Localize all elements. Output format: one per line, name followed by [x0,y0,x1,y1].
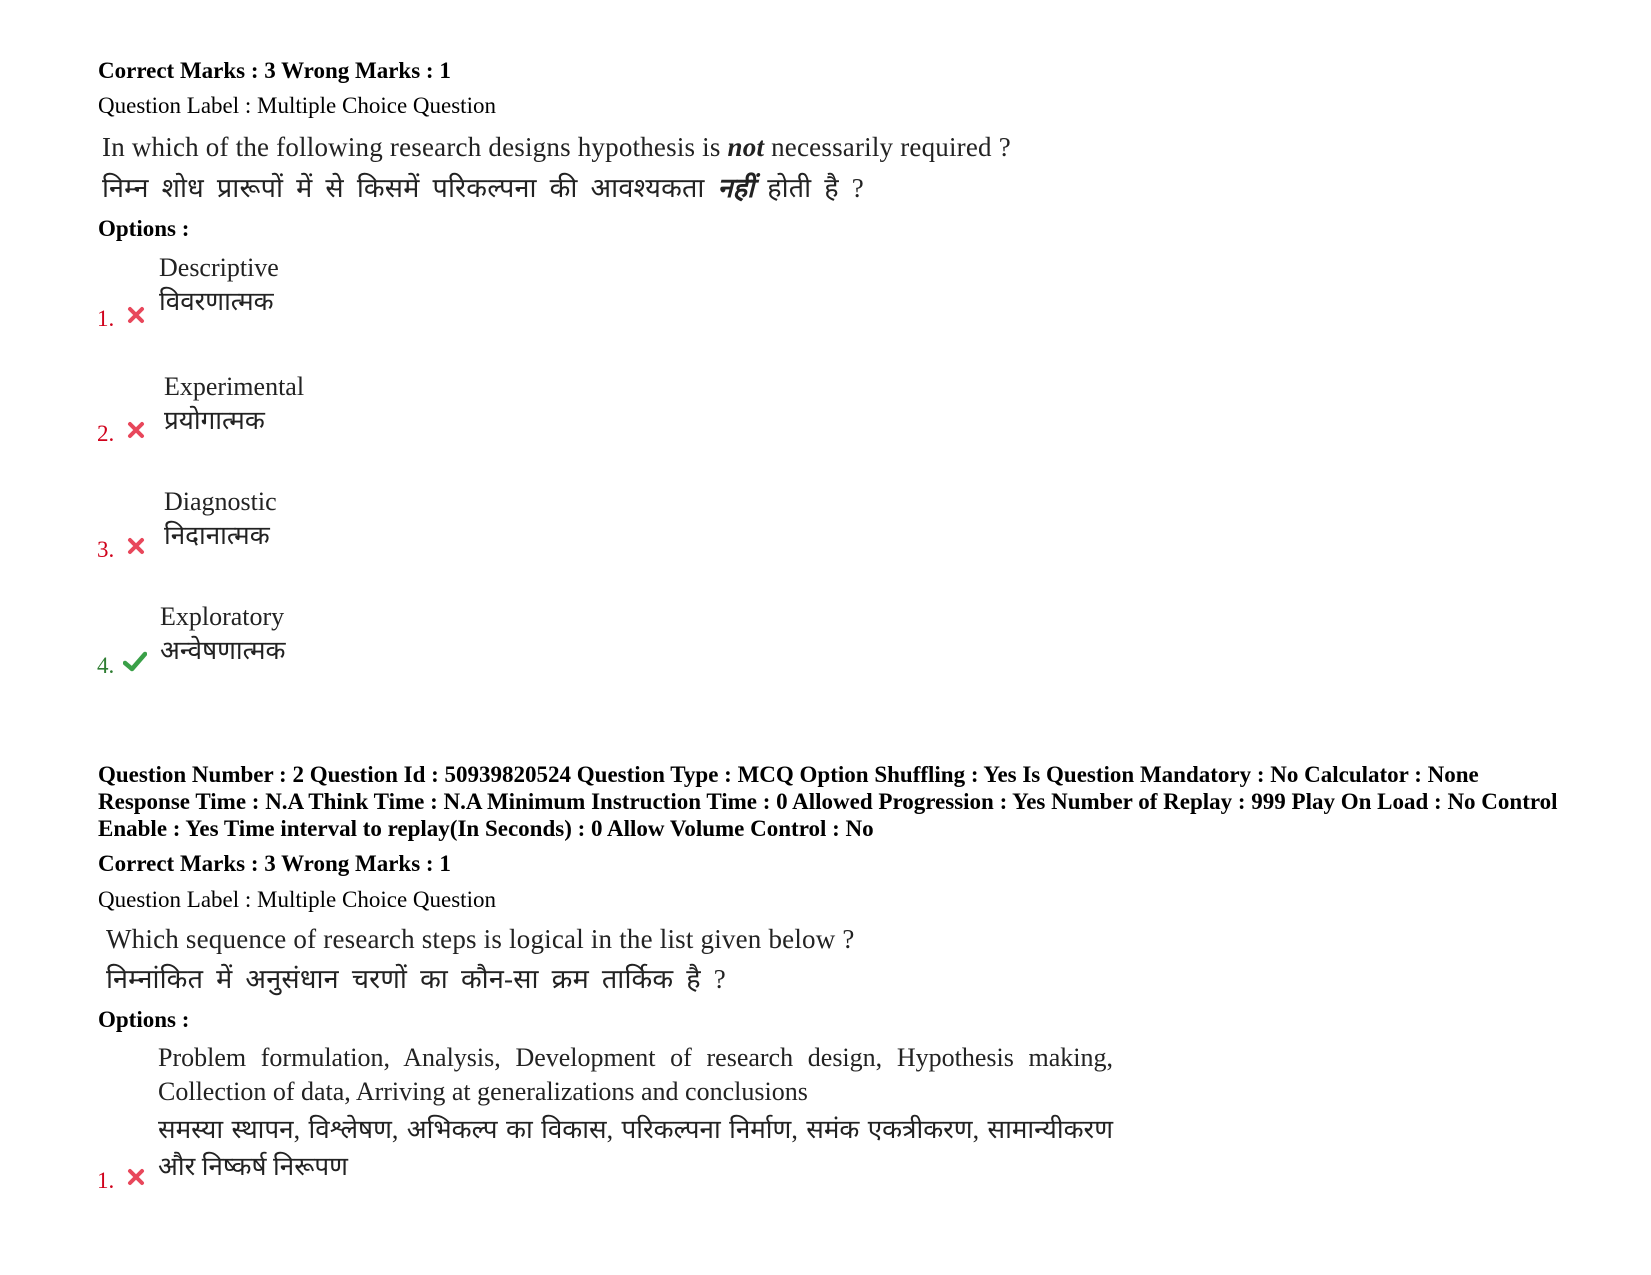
q1-option-3-en: Diagnostic [164,487,277,516]
q1-option-4-en: Exploratory [160,602,285,631]
q2-option-1-number: 1. [97,1168,115,1193]
q2-question-en: Which sequence of research steps is logical in the list given below ? [106,924,855,954]
q1-option-2-hi: प्रयोगात्मक [164,406,265,435]
q1-question-hi-part1: निम्न शोध प्रारूपों में से किसमें परिकल्पना की आवश्यकता [102,173,718,203]
q1-question-en-part1: In which of the following research designs hypothesis is [102,132,728,162]
q1-question-hi-part2: होती है ? [754,173,864,203]
q1-option-3-number: 3. [97,537,115,562]
q1-question-en [102,132,1011,163]
q1-option-2-text [164,370,304,438]
cross-icon [126,1167,146,1187]
q2-marks: Correct Marks : 3 Wrong Marks : 1 [98,851,451,876]
q1-option-3-text [164,485,277,553]
q1-question-hi-emphasis: नहीं [717,173,755,203]
q1-marks: Correct Marks : 3 Wrong Marks : 1 [98,58,451,83]
q1-label: Question Label : Multiple Choice Question [98,93,496,118]
q1-options-heading: Options : [98,216,190,241]
q2-question-hi: निम्नांकित में अनुसंधान चरणों का कौन-सा क्रम तार्किक है ? [106,964,726,994]
q1-question-hi [102,168,864,205]
q1-option-3-hi: निदानात्मक [164,521,270,550]
check-icon [123,651,147,673]
q2-options-heading: Options : [98,1007,190,1032]
q2-meta: Question Number : 2 Question Id : 50939820524 Question Type : MCQ Option Shuffling : Yes Is Question Mandatory : No Calculator : None Response Time : N.A Think Time : N.A Minimum Instruction Time : 0 Allowed Progression : Yes Number of Replay : 999 Play On Load : No Control Enable : Yes Time interval to replay(In Seconds) : 0 Allow Volume Control : No [98,762,1558,841]
q1-option-4-number: 4. [97,653,115,678]
q1-option-1-number: 1. [97,306,115,331]
cross-icon [126,305,146,325]
q1-option-1-text [159,251,279,319]
q1-option-4-text [160,600,285,668]
q1-option-2-number: 2. [97,421,115,446]
q1-option-4-hi: अन्वेषणात्मक [160,636,286,665]
q2-option-1-hi: समस्या स्थापन, विश्लेषण, अभिकल्प का विकास, परिकल्पना निर्माण, समंक एकत्रीकरण, सामान्यीकरण और निष्कर्ष निरूपण [158,1115,1113,1181]
q2-option-1-en: Problem formulation, Analysis, Development of research design, Hypothesis making, Collection of data, Arriving at generalizations and conclusions [158,1043,1113,1106]
q2-option-1-text [158,1041,1113,1185]
q1-question-en-emphasis: not [727,132,765,162]
q1-option-1-hi: विवरणात्मक [159,287,274,316]
cross-icon [126,536,146,556]
q1-question-en-part2: necessarily required ? [764,132,1011,162]
q1-option-2-en: Experimental [164,372,305,401]
cross-icon [126,420,146,440]
q2-label: Question Label : Multiple Choice Question [98,887,496,912]
q1-option-1-en: Descriptive [159,253,279,282]
